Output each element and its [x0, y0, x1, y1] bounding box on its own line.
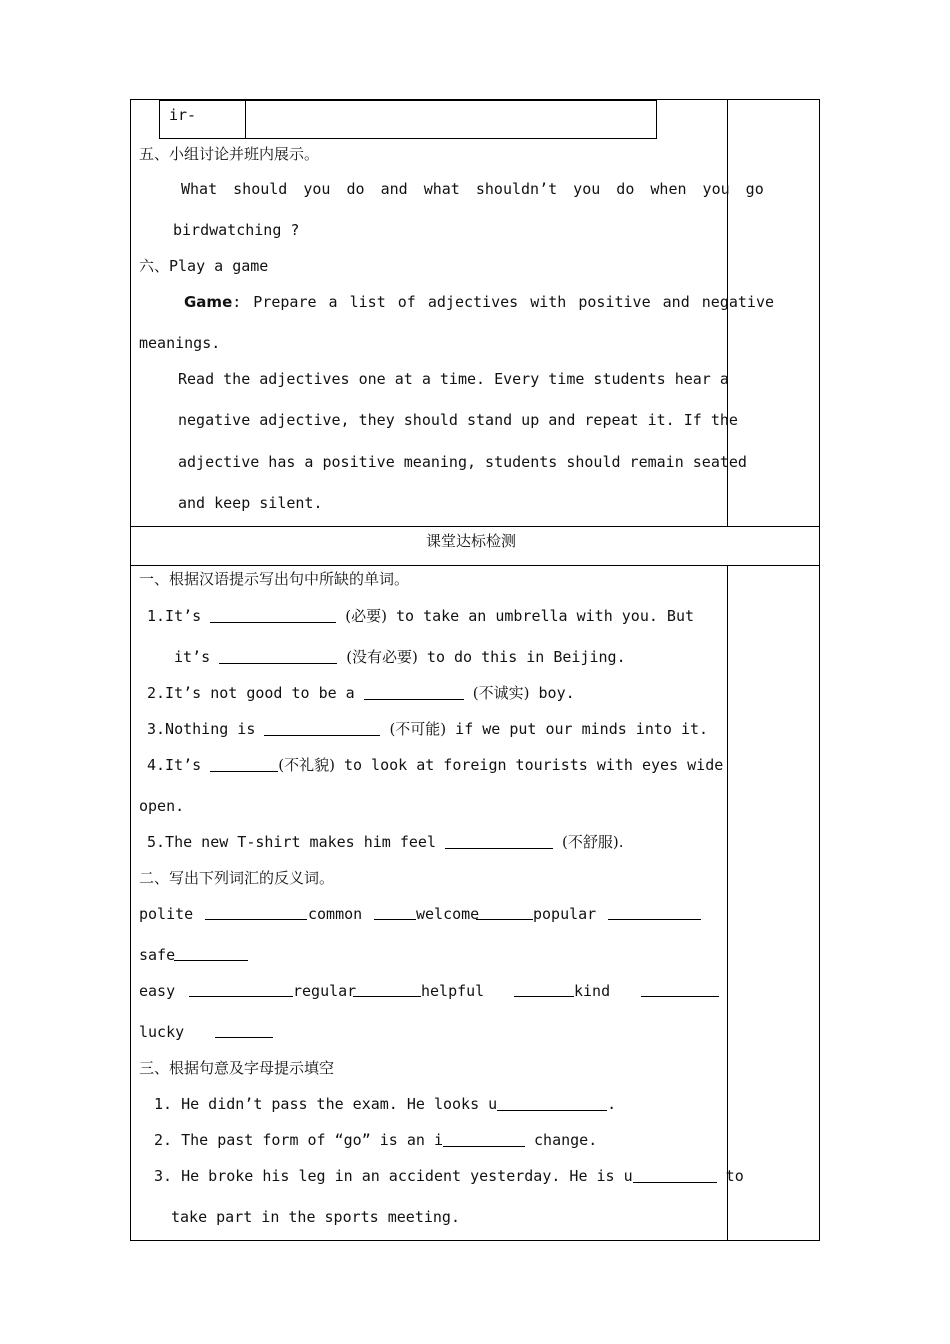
part1-q2: 2.It’s not good to be a (不诚实) boy.	[147, 684, 575, 702]
part3-q3-line2: take part in the sports meeting.	[171, 1208, 460, 1226]
section5-question-line1: What should you do and what shouldn’t you do when you go	[181, 180, 764, 198]
table-right-border	[819, 99, 820, 1241]
table-left-border	[130, 99, 131, 1241]
read-line1: Read the adjectives one at a time. Every time students hear a	[178, 370, 729, 388]
blank[interactable]	[210, 608, 336, 623]
blank[interactable]	[219, 649, 337, 664]
blank[interactable]	[210, 757, 278, 772]
part1-q1-line1: 1.It’s (必要) to take an umbrella with you. But	[147, 607, 695, 625]
blank-easy[interactable]	[189, 996, 293, 997]
blank-common[interactable]	[374, 919, 416, 920]
word-lucky: lucky	[139, 1023, 185, 1041]
part3-q1: 1. He didn’t pass the exam. He looks u .	[154, 1095, 617, 1113]
section5-question-line2: birdwatching ?	[173, 221, 300, 239]
blank-lucky[interactable]	[215, 1037, 273, 1038]
blank[interactable]	[497, 1096, 607, 1111]
blank-welcome[interactable]	[476, 919, 533, 920]
blank-safe[interactable]	[174, 960, 248, 961]
game-line2: meanings.	[139, 334, 221, 352]
part1-q4: 4.It’s (不礼貌) to look at foreign tourists with eyes wide	[147, 756, 724, 774]
part1-q1-line2: it’s (没有必要) to do this in Beijing.	[174, 648, 626, 666]
blank-kind[interactable]	[641, 996, 719, 997]
blank-popular[interactable]	[608, 919, 701, 920]
read-line4: and keep silent.	[178, 494, 323, 512]
nested-table	[159, 100, 657, 139]
blank[interactable]	[364, 685, 464, 700]
blank-regular[interactable]	[353, 996, 421, 997]
blank[interactable]	[443, 1132, 525, 1147]
part1-q3: 3.Nothing is (不可能) if we put our minds into it.	[147, 720, 709, 738]
nested-table-divider	[245, 100, 246, 139]
part1-q5: 5.The new T-shirt makes him feel (不舒服).	[147, 833, 624, 851]
part2-heading: 二、写出下列词汇的反义词。	[139, 869, 335, 887]
blank-polite[interactable]	[205, 919, 307, 920]
section-title: 课堂达标检测	[426, 532, 517, 550]
blank[interactable]	[264, 721, 380, 736]
section-divider-bottom	[130, 565, 820, 566]
part1-q4-line2: open.	[139, 797, 185, 815]
part3-q3: 3. He broke his leg in an accident yesterday. He is u to	[154, 1167, 744, 1185]
blank[interactable]	[445, 834, 553, 849]
word-common: common	[308, 905, 363, 923]
table-bottom-border	[130, 1240, 820, 1241]
blank[interactable]	[633, 1168, 717, 1183]
section5-heading: 五、小组讨论并班内展示。	[139, 145, 320, 163]
game-line1: Game: Prepare a list of adjectives with positive and negative	[184, 293, 775, 311]
part3-q2: 2. The past form of “go” is an i change.	[154, 1131, 598, 1149]
word-welcome: welcome	[416, 905, 480, 923]
part3-heading: 三、根据句意及字母提示填空	[139, 1059, 335, 1077]
word-popular: popular	[533, 905, 597, 923]
table-column-divider-lower	[727, 565, 728, 1241]
word-safe: safe	[139, 946, 176, 964]
part1-heading: 一、根据汉语提示写出句中所缺的单词。	[139, 570, 410, 588]
word-helpful: helpful	[421, 982, 485, 1000]
read-line2: negative adjective, they should stand up and repeat it. If the	[178, 411, 738, 429]
blank-helpful[interactable]	[514, 996, 574, 997]
section-divider-top	[130, 526, 820, 527]
section6-heading: 六、Play a game	[139, 257, 269, 275]
word-easy: easy	[139, 982, 176, 1000]
nested-cell-text: ir-	[169, 106, 197, 124]
read-line3: adjective has a positive meaning, students should remain seated	[178, 453, 747, 471]
word-polite: polite	[139, 905, 194, 923]
word-regular: regular	[293, 982, 357, 1000]
game-label: Game	[184, 293, 233, 311]
word-kind: kind	[574, 982, 611, 1000]
